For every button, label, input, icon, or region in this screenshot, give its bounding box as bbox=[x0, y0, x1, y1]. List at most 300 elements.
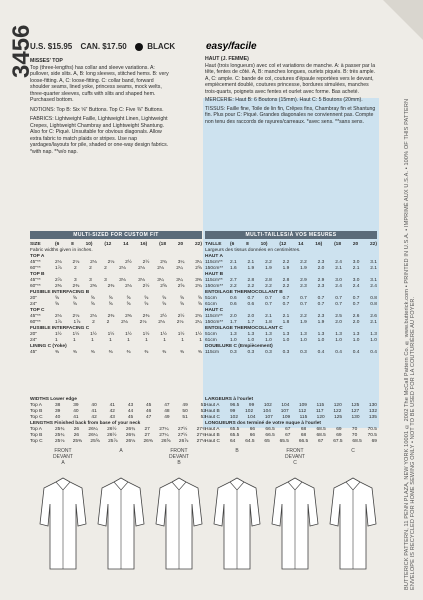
cell: 48 bbox=[164, 408, 170, 414]
cell: 51 bbox=[182, 414, 188, 420]
cell: 2.1 bbox=[370, 319, 377, 325]
cell: (12 bbox=[104, 242, 112, 247]
cell: 2.1 bbox=[370, 265, 377, 271]
cell: 2⅛ bbox=[139, 319, 147, 325]
cell: 1.3 bbox=[282, 331, 290, 337]
cell: 1½ bbox=[55, 331, 62, 337]
table-subtitle: Fabric widths given in inches. bbox=[30, 247, 93, 253]
cell: 2.1 bbox=[352, 265, 360, 271]
cell: 0.3 bbox=[282, 349, 290, 355]
cell: 65.5 bbox=[279, 438, 289, 444]
cell: 2⅜ bbox=[107, 283, 115, 289]
cell: ⅜ bbox=[55, 349, 60, 355]
cell: 67.5 bbox=[333, 438, 343, 444]
cell: 1.6 bbox=[230, 265, 237, 271]
cell: 109 bbox=[282, 414, 291, 420]
cell: 26½ bbox=[107, 426, 117, 432]
cell: 65 bbox=[264, 438, 270, 444]
table-section-label: LINING C (Yoke) bbox=[30, 343, 67, 349]
shirt-sketch-icon bbox=[212, 474, 262, 574]
cell: 66.5 bbox=[265, 426, 275, 432]
cell: ⅜ bbox=[72, 349, 77, 355]
view-letter: A bbox=[61, 460, 65, 466]
multi-size-bar: MULTI-SIZED FOR CUSTOM FIT bbox=[30, 231, 202, 239]
table-row bbox=[205, 439, 377, 445]
cell: 0.7 bbox=[282, 295, 290, 301]
cell: 0.8 bbox=[370, 301, 377, 307]
row-key: 60"** bbox=[30, 265, 41, 271]
cell: 25¾ bbox=[55, 426, 65, 432]
shirt-sketch-icon bbox=[328, 474, 378, 574]
english-description bbox=[30, 58, 170, 155]
shirt-sketch-icon bbox=[38, 474, 88, 574]
cell: 64.5 bbox=[245, 438, 255, 444]
cell: ⅝ bbox=[55, 295, 60, 301]
cell: ⅜ bbox=[197, 349, 202, 355]
cell: 1½ bbox=[160, 331, 167, 337]
cell: ⅜ bbox=[162, 349, 167, 355]
cell: 26⅛ bbox=[125, 438, 136, 444]
price-line bbox=[30, 42, 175, 51]
cell: 1 bbox=[127, 337, 130, 343]
widths-french bbox=[205, 397, 377, 445]
cell: 3.0 bbox=[335, 277, 342, 283]
cell: 50 bbox=[182, 408, 188, 414]
cell: 25⅜ bbox=[72, 438, 83, 444]
cell: 1.3 bbox=[300, 331, 307, 337]
cell: ⅜ bbox=[144, 349, 149, 355]
view-letter: A bbox=[119, 448, 123, 454]
cell: 2¼ bbox=[195, 319, 202, 325]
cell: 1⅞ bbox=[73, 319, 81, 325]
cell: 67 bbox=[285, 432, 291, 438]
cell: 120 bbox=[333, 402, 342, 408]
cell: 0.4 bbox=[352, 349, 360, 355]
cell: 2⅞ bbox=[55, 277, 62, 283]
english-notions: NOTIONS: Top B: Six ⅝" Buttons. Top C: Five ⅜" Buttons. bbox=[30, 106, 164, 113]
row-key: Top B bbox=[30, 408, 43, 414]
cell: 68.5 bbox=[352, 438, 362, 444]
pattern-number: 3456 bbox=[8, 24, 35, 78]
cell: 0.4 bbox=[317, 349, 325, 355]
table-section-label: ENTOILAGE THERMOCOLLANT B bbox=[205, 289, 283, 295]
cell: 1⅞ bbox=[55, 319, 62, 325]
cell: 2.0 bbox=[247, 313, 255, 319]
cell: 130 bbox=[351, 414, 360, 420]
table-row bbox=[30, 320, 202, 326]
cell: 2 bbox=[92, 319, 95, 325]
cell: 14 bbox=[298, 242, 304, 247]
cell: 0.6 bbox=[230, 301, 237, 307]
cell: 2¾ bbox=[160, 259, 167, 265]
cell: ⅝ bbox=[180, 301, 185, 307]
cell: ⅝ bbox=[197, 295, 202, 301]
cell: 1½ bbox=[72, 331, 80, 337]
cell: 20 bbox=[352, 242, 359, 247]
row-key: 61cm bbox=[205, 337, 217, 343]
cell: 26 bbox=[73, 432, 80, 438]
cell: 0.7 bbox=[282, 301, 290, 307]
row-key: Top A bbox=[30, 426, 43, 432]
cell: (18 bbox=[159, 242, 166, 247]
table-row bbox=[205, 266, 377, 272]
cell: 107 bbox=[264, 414, 273, 420]
cell: 1½ bbox=[142, 331, 150, 337]
cell: 1 bbox=[163, 337, 166, 343]
cell: ⅝ bbox=[126, 295, 131, 301]
sketch-caption: FRONT DEVANT C bbox=[270, 448, 320, 466]
cell: 69 bbox=[371, 438, 377, 444]
cell: 0.3 bbox=[230, 349, 237, 355]
cell: 99 bbox=[230, 408, 236, 414]
cell: 26¾ bbox=[125, 432, 136, 438]
cell: 43 bbox=[127, 402, 134, 408]
english-fabrics: FABRICS: Lightweight Faille, Lightweight Linen, Lightweight Crepes, Lightweight Chambray and Lightweight Shantung. Also for C: Piqué. Unsuitable for obvious diagonals. Allow extra fabric to match plaids or stripes. Use nap yardages/layouts for pile, shaded or one-way design fabrics. *with nap. **w/o nap. bbox=[30, 116, 169, 155]
cell: 2½ bbox=[142, 259, 150, 265]
cell: 2.4 bbox=[370, 283, 377, 289]
cell: 120 bbox=[316, 414, 325, 420]
cell: 47 bbox=[146, 414, 152, 420]
cell: 2.2 bbox=[265, 283, 272, 289]
cell: 66 bbox=[249, 432, 256, 438]
cell: 1.9 bbox=[300, 319, 307, 325]
row-key: Top A bbox=[30, 402, 43, 408]
cell: ⅝ bbox=[90, 301, 95, 307]
cell: 125 bbox=[334, 414, 343, 420]
cell: ⅜ bbox=[126, 349, 131, 355]
cell: 26½ bbox=[107, 432, 117, 438]
yardage-table-french bbox=[205, 242, 377, 356]
cell: 16) bbox=[140, 242, 148, 247]
row-key: 115cm bbox=[205, 349, 220, 355]
cell: 2⅛ bbox=[72, 313, 80, 319]
cell: 1⅞ bbox=[55, 265, 62, 271]
shirt-sketch-icon bbox=[270, 474, 320, 574]
cell: 2 bbox=[106, 319, 110, 325]
cell: 2¾ bbox=[195, 283, 202, 289]
cell: ⅝ bbox=[108, 301, 113, 307]
cell: 127 bbox=[351, 408, 360, 414]
cell: 2.1 bbox=[230, 259, 237, 265]
cell: 122 bbox=[333, 408, 342, 414]
table-row bbox=[30, 302, 202, 308]
cell: 2⅛ bbox=[72, 259, 80, 265]
cell: 64 bbox=[230, 438, 236, 444]
cell: 1.9 bbox=[282, 265, 290, 271]
table-row bbox=[205, 284, 377, 290]
table-row bbox=[205, 302, 377, 308]
cell: 25⅝ bbox=[90, 438, 100, 444]
cell: 2⅜ bbox=[90, 283, 97, 289]
row-key: 60"** bbox=[30, 283, 41, 289]
cell: 68 bbox=[300, 426, 307, 432]
cell: 2⅛ bbox=[121, 319, 128, 325]
cell: ⅝ bbox=[144, 301, 149, 307]
cell: 2.2 bbox=[230, 283, 237, 289]
cell: 3¼ bbox=[195, 259, 202, 265]
cell: 2.0 bbox=[317, 265, 325, 271]
cell: 125 bbox=[351, 402, 360, 408]
cell: 3.1 bbox=[370, 277, 377, 283]
table-section-label: HAUT C bbox=[205, 307, 224, 313]
cell: 2.1 bbox=[335, 265, 342, 271]
cell: 1.9 bbox=[247, 265, 255, 271]
cell: 112 bbox=[298, 408, 307, 414]
cell: 27½ bbox=[177, 432, 188, 438]
cell: 41 bbox=[73, 414, 79, 420]
row-key: Top B bbox=[30, 432, 43, 438]
cell: 1.0 bbox=[230, 337, 237, 343]
french-tissus: TISSUS: Faille fine, Toile de lin fin, Crêpes fins, Chambray fin et Shantung fin. Plus pour C: Piqué. Grandes diagonales ne conviennent pas. Compte non tenu des raccords de rayures/carreaux. *avec sens. **sans sens. bbox=[205, 105, 376, 125]
yardage-table-english bbox=[30, 242, 202, 356]
cell: 39 bbox=[55, 408, 61, 414]
cell: 2⅜ bbox=[125, 313, 132, 319]
cell: 1.3 bbox=[265, 331, 272, 337]
cell: 27¼ bbox=[159, 432, 169, 438]
table-row bbox=[30, 338, 202, 344]
table-row bbox=[30, 284, 202, 290]
row-key: 45"** bbox=[30, 259, 41, 265]
cell: 2.7 bbox=[230, 277, 237, 283]
cell: 49 bbox=[182, 402, 188, 408]
cell: 0.4 bbox=[335, 349, 342, 355]
cell: 2.4 bbox=[352, 283, 360, 289]
cell: ⅝ bbox=[90, 295, 95, 301]
cell: 1 bbox=[145, 337, 148, 343]
cell: 2⅛ bbox=[55, 259, 62, 265]
cell: 2⅛ bbox=[176, 319, 184, 325]
row-key: 45" bbox=[30, 349, 38, 355]
cell: 0.7 bbox=[300, 295, 307, 301]
sketch-caption: FRONT DEVANT A bbox=[38, 448, 88, 466]
cell: 68 bbox=[300, 432, 307, 438]
widths-title: WIDTHS Lower edge bbox=[30, 397, 77, 402]
cell: 1.3 bbox=[335, 331, 342, 337]
cell: 99 bbox=[248, 402, 255, 408]
table-section-label: ENTOILAGE THERMOCOLLANT C bbox=[205, 325, 283, 331]
cell: 70 bbox=[351, 432, 358, 438]
price-us: U.S. $15.95 bbox=[30, 42, 73, 51]
cell: 1½ bbox=[90, 331, 97, 337]
cell: 0.7 bbox=[352, 295, 360, 301]
cell: 2½ bbox=[125, 259, 132, 265]
cell: 2.0 bbox=[352, 319, 360, 325]
cell: 27½ bbox=[177, 426, 188, 432]
cell: 1.9 bbox=[317, 319, 325, 325]
cell: 27¾ bbox=[196, 426, 206, 432]
cell: 0.3 bbox=[300, 349, 307, 355]
cell: 102 bbox=[263, 402, 272, 408]
cell: 2¾ bbox=[195, 313, 202, 319]
cell: 2⅝ bbox=[177, 283, 185, 289]
shirt-sketch-icon bbox=[154, 474, 204, 574]
cell: 2⅛ bbox=[158, 319, 165, 325]
cell: 0.7 bbox=[335, 295, 342, 301]
cell: 2.9 bbox=[317, 277, 325, 283]
cell: 66 bbox=[249, 426, 256, 432]
cell: 2.8 bbox=[265, 277, 272, 283]
cell: 2.0 bbox=[335, 319, 342, 325]
cell: 1½ bbox=[177, 331, 185, 337]
cell: 2.6 bbox=[352, 313, 360, 319]
size-label: TAILLE bbox=[205, 242, 222, 247]
table-row bbox=[30, 350, 202, 356]
cell: 2⅜ bbox=[107, 313, 115, 319]
row-key: 51cm bbox=[205, 295, 217, 301]
cell: 2 bbox=[89, 265, 92, 271]
cell: 68.5 bbox=[316, 432, 326, 438]
cell: 2.0 bbox=[230, 313, 237, 319]
cell: (6 bbox=[230, 242, 235, 247]
publisher-side-text: BUTTERICK PATTERN, 11 PENN PLAZA, NEW YORK 10001 © 2002 The McCall Pattern Co. ® www.butterick.com • PRINTED IN U.S.A. • IMPRIMÉ AUX U.S.A. • 100% OF THIS PATTERN ENVELOPE IS RECYCLED FOR HOME SEWING ONLY • NOT TO BE USED FOR LA COUTURIÈRE AU FOYER. bbox=[404, 98, 416, 590]
french-mercerie: MERCERIE: Haut B: 6 Boutons (15mm). Haut C: 5 Boutons (20mm). bbox=[205, 97, 363, 103]
cell: 2.3 bbox=[317, 283, 325, 289]
cell: 43 bbox=[109, 414, 115, 420]
cell: 1.8 bbox=[282, 319, 290, 325]
cell: 2.5 bbox=[335, 313, 342, 319]
cell: 0.6 bbox=[247, 301, 255, 307]
cell: 26¼ bbox=[88, 432, 98, 438]
cell: 0.7 bbox=[317, 301, 325, 307]
table-row bbox=[30, 266, 202, 272]
cell: 115 bbox=[316, 402, 325, 408]
cell: 65.5 bbox=[230, 426, 240, 432]
cell: 1.3 bbox=[230, 331, 237, 337]
cell: 2⅛ bbox=[125, 283, 132, 289]
lengths-title: LONGUEURS dos terminé de votre nuque à l'ourlet bbox=[205, 420, 322, 426]
cell: ⅝ bbox=[144, 295, 149, 301]
french-title: HAUT (J. FEMME) bbox=[205, 56, 249, 62]
cell: 2.2 bbox=[300, 259, 307, 265]
price-can: CAN. $17.50 bbox=[80, 42, 127, 51]
sketch-caption bbox=[96, 448, 146, 454]
cell: 1.0 bbox=[352, 337, 360, 343]
cell: 26 bbox=[73, 426, 80, 432]
cell: 104 bbox=[247, 414, 256, 420]
cell: 2.1 bbox=[265, 313, 272, 319]
cell: ⅜ bbox=[108, 349, 113, 355]
cell: 3 bbox=[74, 277, 77, 283]
cell: 42 bbox=[91, 414, 97, 420]
cell: 46 bbox=[146, 408, 152, 414]
cell: 2 bbox=[104, 265, 107, 271]
view-letter: B bbox=[177, 460, 181, 466]
cell: 1 bbox=[181, 337, 184, 343]
cell: 67 bbox=[285, 426, 291, 432]
cell: 2⅝ bbox=[195, 265, 202, 271]
color-label: BLACK bbox=[147, 42, 176, 51]
cell: 47 bbox=[164, 402, 170, 408]
cell: 132 bbox=[368, 408, 377, 414]
cell: 1.9 bbox=[300, 265, 307, 271]
cell: 0.7 bbox=[265, 301, 272, 307]
cell: 1.0 bbox=[335, 337, 342, 343]
cell: 2 bbox=[74, 265, 77, 271]
cell: ⅜ bbox=[90, 349, 95, 355]
cell: 69 bbox=[336, 426, 342, 432]
table-section-label: HAUT A bbox=[205, 253, 223, 259]
cell: 1.9 bbox=[265, 265, 272, 271]
table-row bbox=[205, 350, 377, 356]
cell: 22) bbox=[370, 242, 377, 247]
row-key: 150cm** bbox=[205, 265, 224, 271]
table-subtitle: Largeurs des tissus données en centimètres. bbox=[205, 247, 301, 253]
cell: 2⅜ bbox=[55, 283, 62, 289]
cell: 0.7 bbox=[317, 295, 325, 301]
cell: 1.3 bbox=[352, 331, 360, 337]
row-key: 115cm** bbox=[205, 313, 223, 319]
cell: 1½ bbox=[125, 331, 132, 337]
cell: 2⅜ bbox=[142, 313, 150, 319]
cell: 2.2 bbox=[282, 259, 290, 265]
cell: 1.0 bbox=[300, 337, 307, 343]
cell: 2½ bbox=[160, 313, 167, 319]
cell: 27¾ bbox=[196, 432, 206, 438]
cell: 25⅛ bbox=[55, 438, 65, 444]
table-section-label: TOP A bbox=[30, 253, 45, 259]
cell: 2.2 bbox=[300, 313, 307, 319]
cell: 1 bbox=[199, 337, 202, 343]
cell: 2⅛ bbox=[90, 313, 97, 319]
row-key: 20" bbox=[30, 331, 38, 337]
cell: 10) bbox=[85, 242, 93, 247]
cell: 1.7 bbox=[230, 319, 237, 325]
cell: 1.7 bbox=[247, 319, 255, 325]
cell: 1.8 bbox=[265, 319, 272, 325]
cell: 107 bbox=[280, 408, 289, 414]
cell: 96.5 bbox=[230, 402, 240, 408]
cell: 2⅛ bbox=[90, 259, 97, 265]
table-section-label: FUSIBLE INTERFACING C bbox=[30, 325, 90, 331]
cell: 10) bbox=[260, 242, 268, 247]
row-key: Haut C bbox=[205, 414, 220, 420]
cell: 3.0 bbox=[352, 277, 360, 283]
cell: 2.3 bbox=[300, 283, 307, 289]
cell: 68.5 bbox=[316, 426, 326, 432]
cell: 102 bbox=[245, 408, 254, 414]
cell: 69 bbox=[336, 432, 342, 438]
cell: 0.8 bbox=[370, 295, 377, 301]
cell: 2¼ bbox=[176, 265, 183, 271]
cell: 39 bbox=[73, 402, 79, 408]
cell: 27 bbox=[144, 426, 150, 432]
table-section-label: DOUBLURE C (Empiècement) bbox=[205, 343, 273, 349]
cell: 3.0 bbox=[352, 259, 360, 265]
table-section-label: TOP B bbox=[30, 271, 45, 277]
view-letter: C bbox=[351, 448, 355, 454]
cell: 27 bbox=[144, 432, 150, 438]
row-key: 24" bbox=[30, 337, 38, 343]
cell: 1½ bbox=[195, 331, 202, 337]
cell: 130 bbox=[368, 402, 377, 408]
cell: 8 bbox=[246, 242, 249, 247]
cell: 2.1 bbox=[247, 259, 255, 265]
row-key: Haut A bbox=[205, 402, 220, 408]
row-key: Haut A bbox=[205, 426, 220, 432]
row-key: 20" bbox=[30, 295, 38, 301]
cell: 42 bbox=[109, 408, 115, 414]
cell: 66.5 bbox=[265, 432, 275, 438]
cell: 3⅛ bbox=[119, 277, 126, 283]
row-key: 24" bbox=[30, 301, 38, 307]
cell: 0.7 bbox=[247, 295, 255, 301]
easy-label: easy/facile bbox=[206, 41, 257, 52]
view-letter: C bbox=[293, 460, 297, 466]
torn-corner bbox=[383, 0, 423, 40]
cell: 25¾ bbox=[55, 432, 65, 438]
cell: 44 bbox=[127, 408, 134, 414]
table-section-label: HAUT B bbox=[205, 271, 224, 277]
